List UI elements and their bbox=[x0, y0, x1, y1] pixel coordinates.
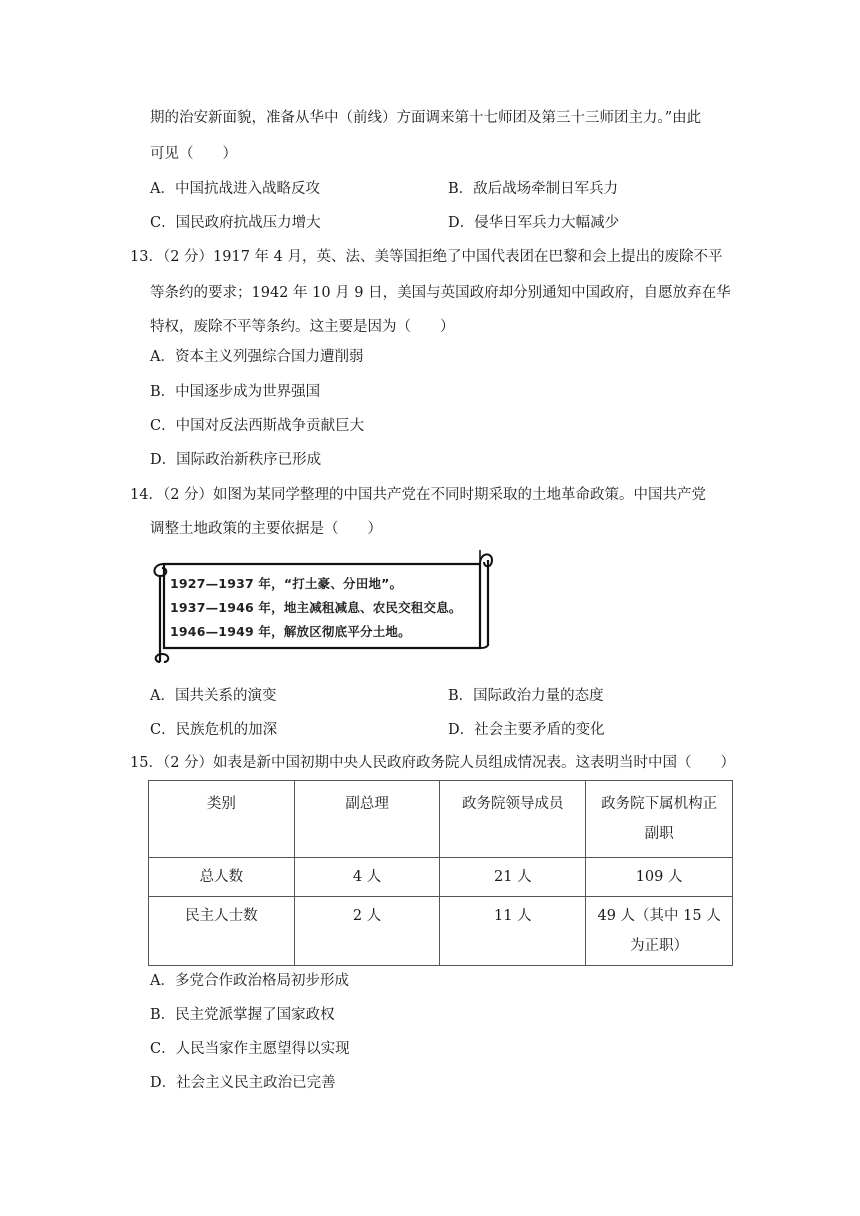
table-cell: 49 人（其中 15 人为正职） bbox=[586, 897, 733, 966]
table-header-cell: 政务院领导成员 bbox=[440, 781, 586, 858]
q13-option-a: A．资本主义列强综合国力遭削弱 bbox=[150, 349, 364, 365]
table-cell: 民主人士数 bbox=[149, 897, 295, 966]
q12-line-1: 期的治安新面貌，准备从华中（前线）方面调来第十七师团及第三十三师团主力。”由此 bbox=[150, 110, 702, 126]
q13-option-c: C．中国对反法西斯战争贡献巨大 bbox=[150, 418, 365, 434]
q15-option-b: B．民主党派掌握了国家政权 bbox=[150, 1007, 335, 1023]
q13-option-d: D．国际政治新秩序已形成 bbox=[150, 452, 322, 468]
q15-line-1: 15．（2 分）如表是新中国初期中央人民政府政务院人员组成情况表。这表明当时中国（ ） bbox=[130, 755, 736, 771]
table-cell: 21 人 bbox=[440, 858, 586, 897]
q14-line-1: 14．（2 分）如图为某同学整理的中国共产党在不同时期采取的土地革命政策。中国共产党 bbox=[130, 487, 707, 503]
q15-option-d: D．社会主义民主政治已完善 bbox=[150, 1075, 336, 1091]
q12-line-2: 可见（ ） bbox=[150, 146, 237, 162]
q13-option-b: B．中国逐步成为世界强国 bbox=[150, 384, 321, 400]
table-cell: 总人数 bbox=[149, 858, 295, 897]
q12-option-c: C．国民政府抗战压力增大 bbox=[150, 215, 321, 231]
q15-option-c: C．人民当家作主愿望得以实现 bbox=[150, 1041, 350, 1057]
q14-option-b: B．国际政治力量的态度 bbox=[448, 688, 604, 704]
scroll-line-3: 1946—1949 年，解放区彻底平分土地。 bbox=[170, 624, 411, 639]
table-row bbox=[149, 897, 733, 966]
table-header-row bbox=[149, 781, 733, 858]
land-policy-scroll-figure bbox=[150, 546, 495, 668]
q14-line-2: 调整土地政策的主要依据是（ ） bbox=[150, 521, 382, 537]
q12-option-b: B．敌后战场牵制日军兵力 bbox=[448, 181, 619, 197]
q12-option-a: A．中国抗战进入战略反攻 bbox=[150, 181, 320, 197]
scroll-line-1: 1927—1937 年，“打土豪、分田地”。 bbox=[170, 576, 403, 591]
q14-option-a: A．国共关系的演变 bbox=[150, 688, 277, 704]
scroll-line-2: 1937—1946 年，地主减租减息、农民交租交息。 bbox=[170, 600, 462, 615]
table-header-cell: 副总理 bbox=[294, 781, 440, 858]
table-cell: 109 人 bbox=[586, 858, 733, 897]
q14-option-c: C．民族危机的加深 bbox=[150, 722, 278, 738]
personnel-table bbox=[148, 780, 733, 966]
table-cell: 4 人 bbox=[294, 858, 440, 897]
table-header-cell: 政务院下属机构正副职 bbox=[586, 781, 733, 858]
q13-line-2: 等条约的要求；1942 年 10 月 9 日，美国与英国政府却分别通知中国政府，自愿放弃在华 bbox=[150, 285, 731, 301]
q15-option-a: A．多党合作政治格局初步形成 bbox=[150, 973, 349, 989]
q14-option-d: D．社会主要矛盾的变化 bbox=[448, 722, 605, 738]
table-header-cell: 类别 bbox=[149, 781, 295, 858]
q13-line-1: 13．（2 分）1917 年 4 月，英、法、美等国拒绝了中国代表团在巴黎和会上提出的废除不平 bbox=[130, 249, 723, 265]
table-row bbox=[149, 858, 733, 897]
q13-line-3: 特权，废除不平等条约。这主要是因为（ ） bbox=[150, 319, 455, 335]
table-cell: 11 人 bbox=[440, 897, 586, 966]
q12-option-d: D．侵华日军兵力大幅减少 bbox=[448, 215, 620, 231]
table-cell: 2 人 bbox=[294, 897, 440, 966]
